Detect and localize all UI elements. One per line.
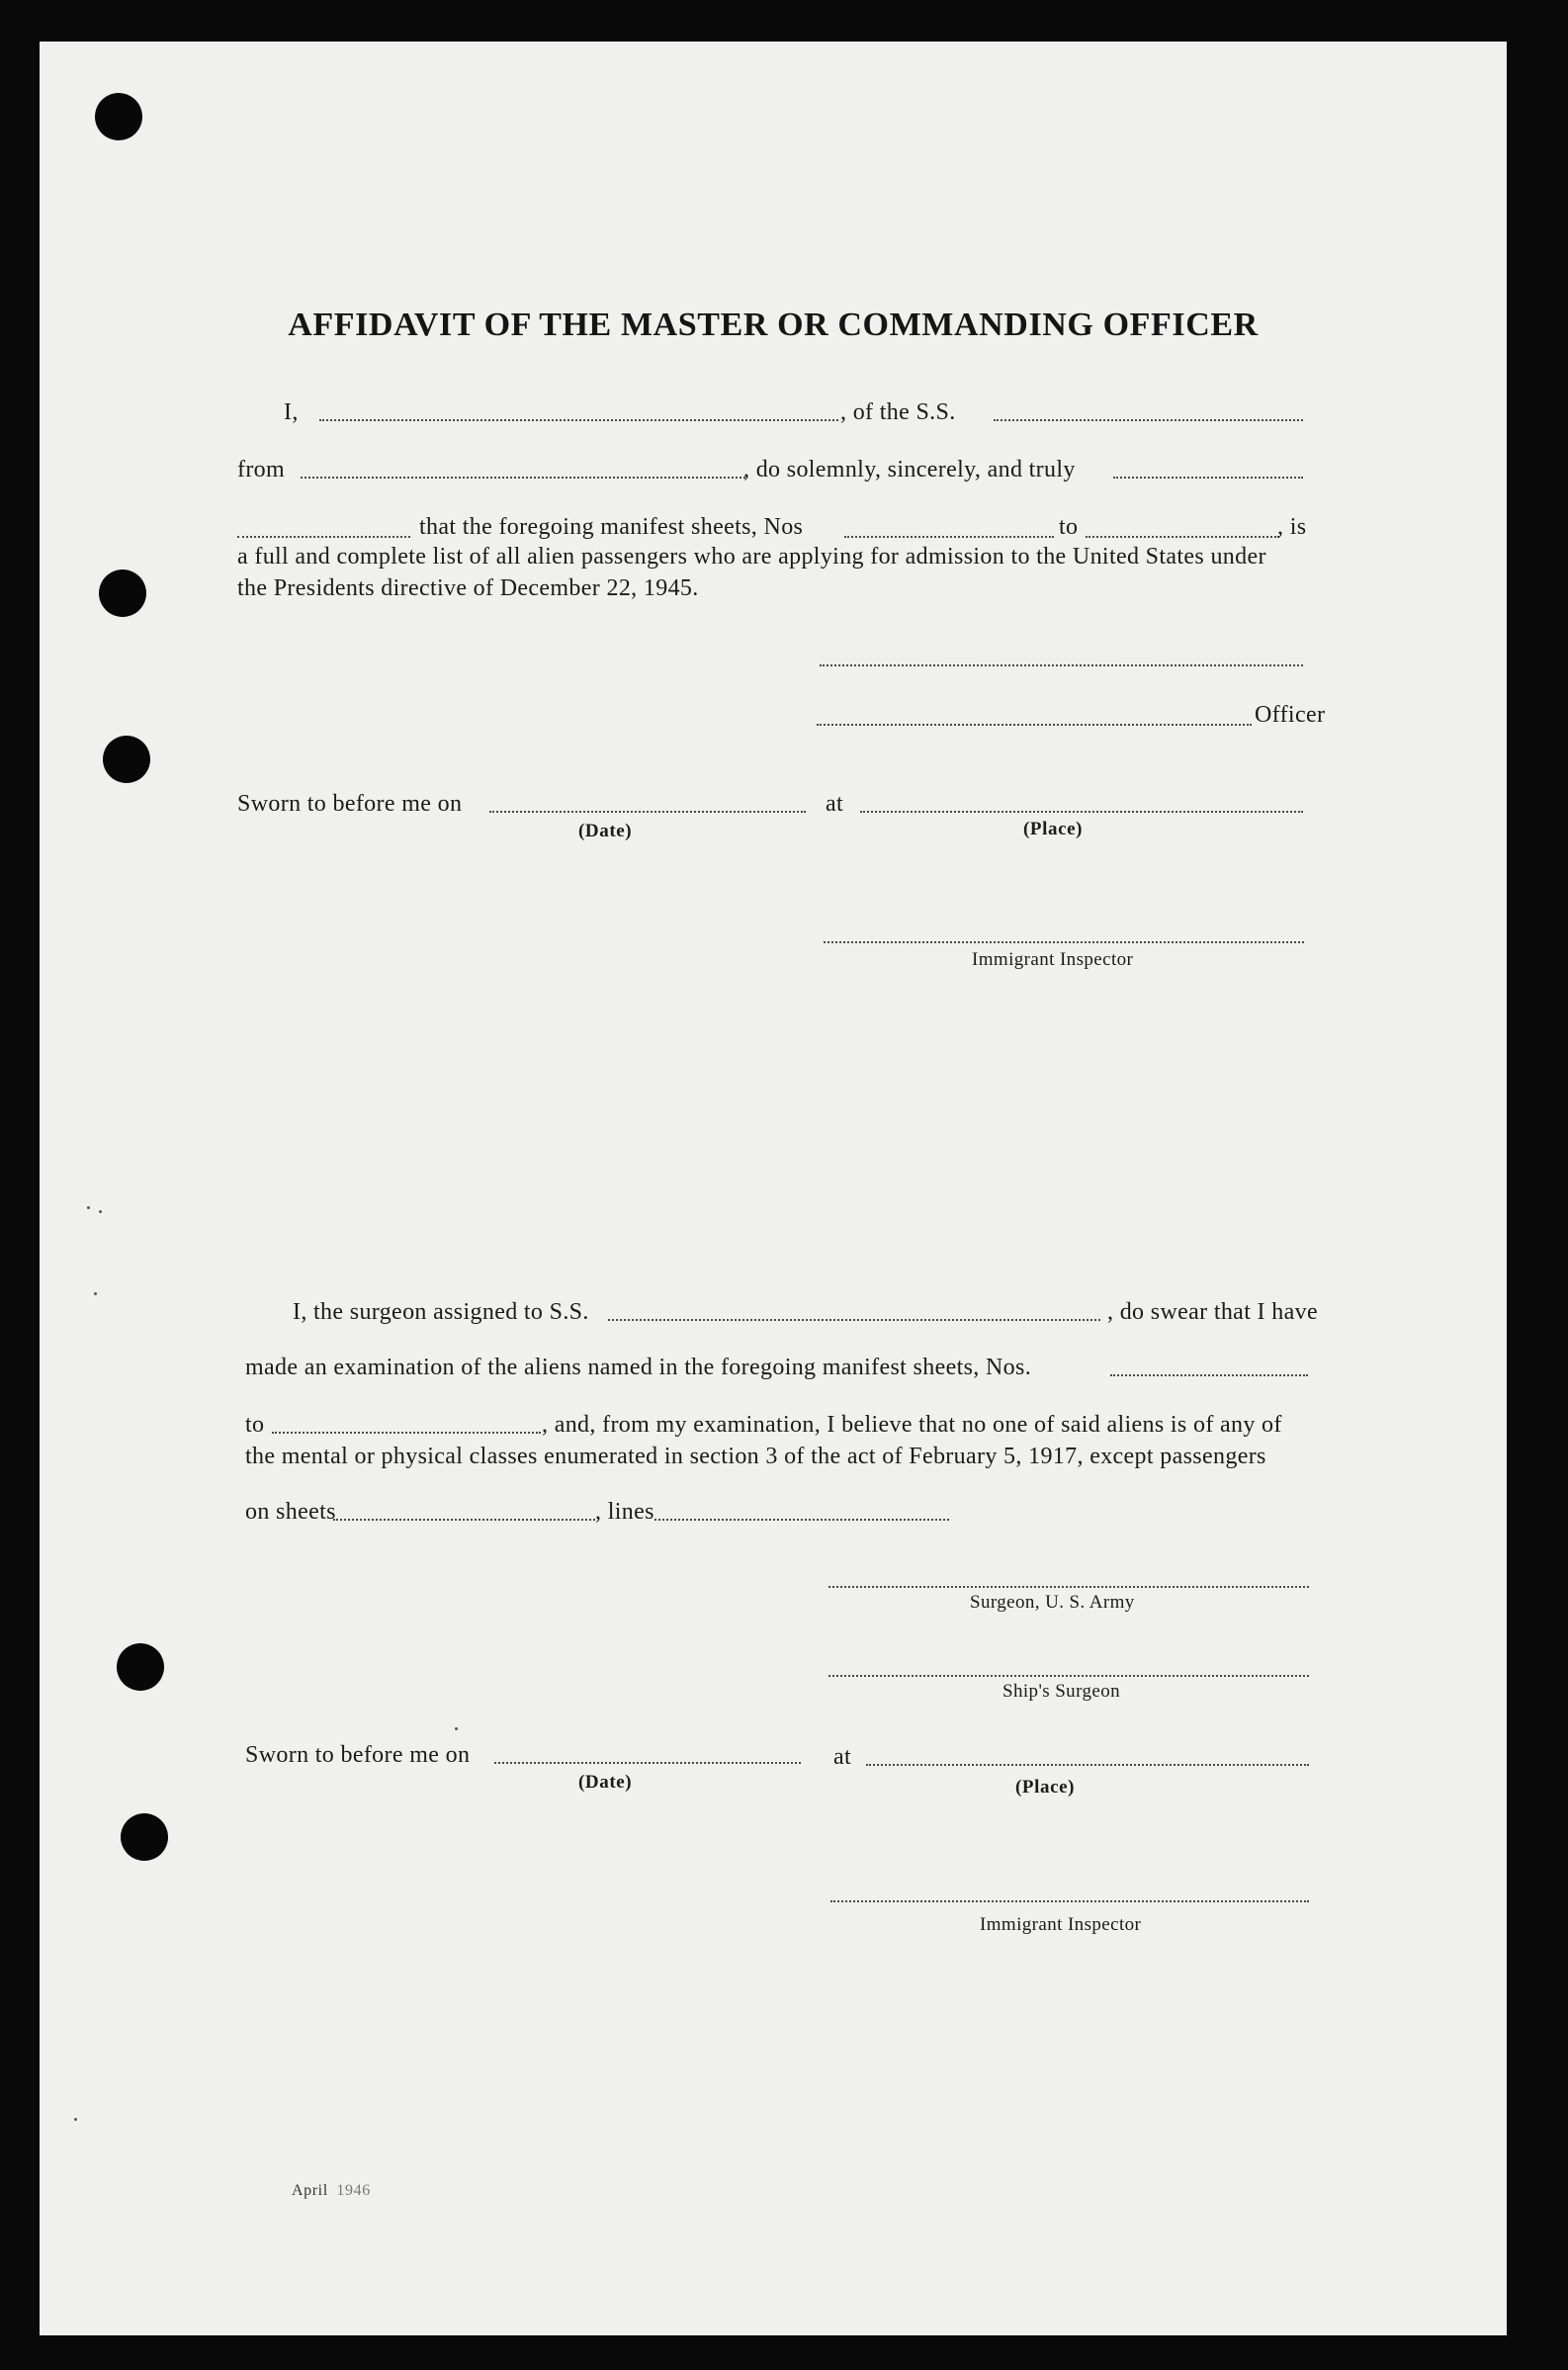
master-verb-field[interactable] <box>237 536 410 538</box>
surgeon-line-5-lines: , lines <box>595 1499 654 1525</box>
master-line-2-solemnly: , do solemnly, sincerely, and truly <box>743 457 1076 483</box>
surgeon-line-5-sheets: on sheets <box>245 1499 336 1525</box>
master-at-label: at <box>826 791 844 817</box>
surgeon-place-caption: (Place) <box>1015 1777 1076 1798</box>
punch-hole <box>99 570 146 617</box>
footer-year: 1946 <box>336 2182 371 2199</box>
master-oath-field[interactable] <box>1113 477 1303 479</box>
master-line-5: the Presidents directive of December 22, 1945. <box>237 575 699 601</box>
officer-signature-line[interactable] <box>820 664 1303 666</box>
master-inspector-signature-line[interactable] <box>824 941 1304 943</box>
surgeon-except-lines-field[interactable] <box>654 1519 949 1521</box>
punch-hole <box>103 736 150 783</box>
surgeon-except-sheets-field[interactable] <box>333 1519 595 1521</box>
paper-speck <box>455 1727 458 1730</box>
surgeon-ship-field[interactable] <box>608 1319 1100 1321</box>
surgeon-inspector-signature-line[interactable] <box>830 1900 1309 1902</box>
surgeon-sworn-label: Sworn to before me on <box>245 1742 471 1768</box>
surgeon-line-2: made an examination of the aliens named in the foregoing manifest sheets, Nos. <box>245 1355 1032 1380</box>
surgeon-line-1-prefix: I, the surgeon assigned to S.S. <box>293 1299 589 1325</box>
punch-hole <box>95 93 142 140</box>
master-inspector-label: Immigrant Inspector <box>972 949 1134 970</box>
surgeon-line-4: the mental or physical classes enumerated in section 3 of the act of February 5, 1917, except passengers <box>245 1444 1266 1469</box>
officer-label: Officer <box>1255 702 1326 728</box>
master-name-field[interactable] <box>319 419 838 421</box>
master-date-caption: (Date) <box>578 821 633 841</box>
master-line-3-that: that the foregoing manifest sheets, Nos <box>419 514 804 540</box>
army-surgeon-signature-line[interactable] <box>828 1586 1309 1588</box>
paper-speck <box>74 2118 77 2121</box>
officer-name-line[interactable] <box>817 724 1252 726</box>
surgeon-sheets-from-field[interactable] <box>1110 1374 1308 1376</box>
punch-hole <box>117 1643 164 1691</box>
surgeon-line-3-to: to <box>245 1412 265 1438</box>
surgeon-sworn-date-field[interactable] <box>494 1762 801 1764</box>
ship-surgeon-label: Ship's Surgeon <box>1002 1681 1120 1702</box>
army-surgeon-label: Surgeon, U. S. Army <box>970 1592 1135 1613</box>
master-line-3-is: , is <box>1277 514 1307 540</box>
master-line-2-from: from <box>237 457 286 483</box>
surgeon-sheets-to-field[interactable] <box>272 1432 541 1434</box>
master-line-4: a full and complete list of all alien passengers who are applying for admission to the United States under <box>237 544 1266 570</box>
punch-hole <box>121 1813 168 1861</box>
surgeon-inspector-label: Immigrant Inspector <box>980 1914 1142 1935</box>
surgeon-date-caption: (Date) <box>578 1772 633 1793</box>
form-sheet <box>40 42 1507 2335</box>
surgeon-line-3-suffix: , and, from my examination, I believe that no one of said aliens is of any of <box>542 1412 1282 1438</box>
master-from-field[interactable] <box>301 477 745 479</box>
master-ship-field[interactable] <box>994 419 1303 421</box>
footer-month: April <box>292 2182 328 2199</box>
paper-speck <box>99 1210 102 1213</box>
surgeon-at-label: at <box>833 1744 852 1770</box>
surgeon-line-1-suffix: , do swear that I have <box>1107 1299 1318 1325</box>
form-date-footer <box>292 2182 371 2200</box>
page-title: AFFIDAVIT OF THE MASTER OR COMMANDING OFFICER <box>288 307 1259 343</box>
master-sworn-label: Sworn to before me on <box>237 791 463 817</box>
master-line-3-to: to <box>1059 514 1079 540</box>
ship-surgeon-signature-line[interactable] <box>828 1675 1309 1677</box>
master-line-1-ship-label: , of the S.S. <box>840 399 956 425</box>
master-sheets-from-field[interactable] <box>844 536 1054 538</box>
master-sworn-place-field[interactable] <box>860 811 1303 813</box>
master-line-1-prefix: I, <box>284 399 299 425</box>
master-sworn-date-field[interactable] <box>489 811 806 813</box>
paper-speck <box>94 1292 97 1295</box>
paper-speck <box>87 1206 90 1209</box>
master-sheets-to-field[interactable] <box>1086 536 1279 538</box>
surgeon-sworn-place-field[interactable] <box>866 1764 1309 1766</box>
master-place-caption: (Place) <box>1023 819 1084 839</box>
